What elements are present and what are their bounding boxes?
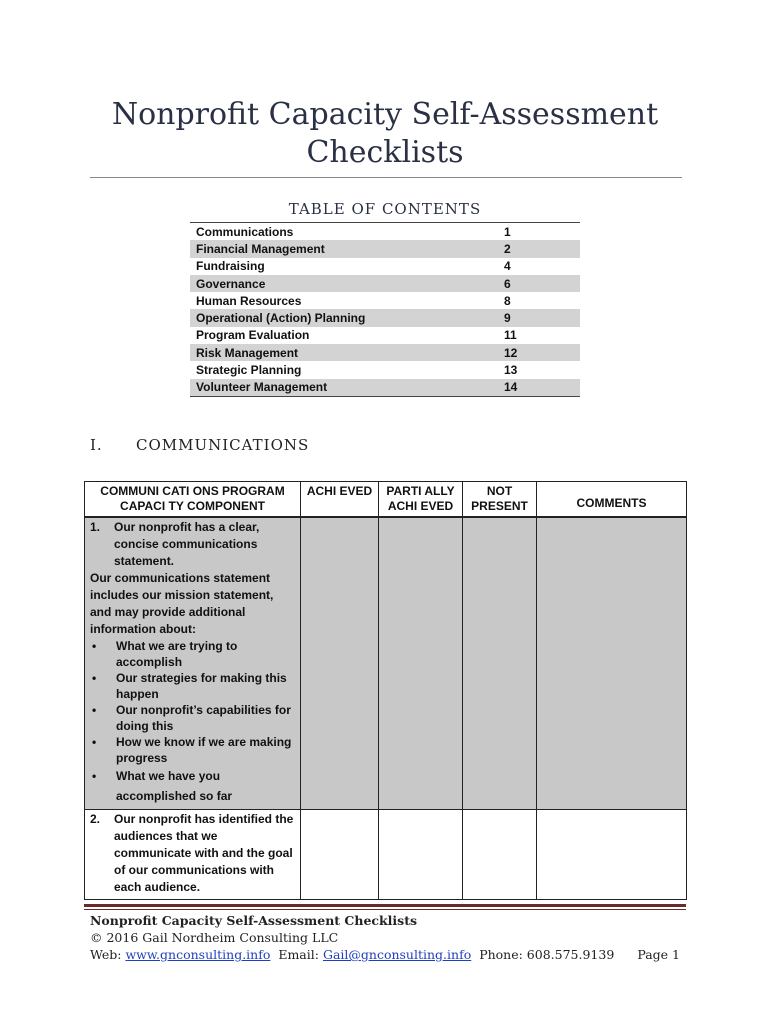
toc-entry-page: 4 [504,259,511,274]
bullet-item: • Our nonprofit’s capabilities for doing this [90,702,296,734]
not-present-cell[interactable] [463,517,537,810]
title-divider [90,177,682,178]
footer-divider-thin [84,909,686,910]
toc-entry-label: Financial Management [196,241,325,256]
component-cell [85,517,301,810]
bullet-text: Our nonprofit’s capabilities for doing this [116,703,291,733]
toc-entry-page: 8 [504,293,511,308]
not-present-cell[interactable] [463,810,537,900]
footer-title: Nonprofit Capacity Self-Assessment Checklists [90,913,418,928]
toc-entry-page: 14 [504,380,518,395]
toc-entry[interactable] [190,379,580,396]
toc-entry-label: Risk Management [196,345,299,360]
toc-entry[interactable] [190,327,580,344]
page-footer [90,912,682,963]
document-title-line1: Nonprofit Capacity Self-Assessment [111,97,659,132]
bullet-text: How we know if we are making progress [116,735,292,765]
toc-entry-page: 6 [504,276,511,291]
bullet-item: • What we have you accomplished so far [90,766,296,806]
comments-cell[interactable] [537,810,687,900]
item-number: 1. [90,520,101,534]
partially-achieved-cell[interactable] [379,517,463,810]
toc-entry-label: Fundraising [196,259,265,274]
component-cell [85,810,301,900]
section-title: COMMUNICATIONS [136,436,310,454]
web-label: Web: [90,947,122,962]
email-link[interactable]: Gail@gnconsulting.info [322,947,472,962]
partially-achieved-header: PARTI ALLY ACHI EVED [379,482,463,518]
website-link[interactable]: www.gnconsulting.info [125,947,271,962]
toc-entry-label: Strategic Planning [196,363,302,378]
achieved-cell[interactable] [301,810,379,900]
toc-entry[interactable] [190,344,580,361]
toc-entry-label: Communications [196,224,294,239]
toc-entry-page: 12 [504,345,518,360]
table-of-contents [190,222,580,397]
item-text: Our nonprofit has identified the audiences that we communicate with and the goal of our communications with each audience. [114,812,294,894]
not-present-header: NOT PRESENT [463,482,537,518]
bullet-text: What we are trying to accomplish [116,639,238,669]
toc-entry[interactable] [190,240,580,257]
email-label: Email: [278,947,319,962]
toc-entry-page: 9 [504,311,511,326]
bullet-text: Our strategies for making this happen [116,671,287,701]
toc-entry-label: Program Evaluation [196,328,310,343]
footer-divider-thick [84,904,686,907]
footer-copyright: © 2016 Gail Nordheim Consulting LLC [90,930,339,945]
section-number: I. [90,436,103,454]
item-description: Our communications statement includes our mission statement, and may provide additional information about: [90,571,274,636]
toc-entry-label: Human Resources [196,293,302,308]
item-number: 2. [90,812,101,826]
bullet-text: What we have you accomplished so far [116,769,233,803]
bullet-item: • What we are trying to accomplish [90,638,296,670]
bullet-item: • How we know if we are making progress [90,734,296,766]
toc-entry-page: 1 [504,224,511,239]
document-title-line2: Checklists [306,135,464,170]
toc-entry-page: 13 [504,363,518,378]
toc-entry[interactable] [190,275,580,292]
document-title [90,96,680,172]
toc-heading: TABLE OF CONTENTS [288,200,482,218]
toc-entry-label: Operational (Action) Planning [196,311,366,326]
checklist-header-row [85,482,687,518]
toc-entry-page: 2 [504,241,511,256]
table-row [85,810,687,900]
toc-entry[interactable] [190,292,580,309]
comments-cell[interactable] [537,517,687,810]
bullet-item: • Our strategies for making this happen [90,670,296,702]
section-heading [90,436,309,454]
toc-entry[interactable] [190,309,580,326]
toc-entry[interactable] [190,361,580,378]
achieved-cell[interactable] [301,517,379,810]
page-number: Page 1 [637,947,680,962]
comments-header: COMMENTS [537,482,687,518]
toc-entry[interactable] [190,223,580,240]
toc-entry-page: 11 [504,328,517,343]
item-text: Our nonprofit has a clear, concise communications statement. [114,520,260,568]
toc-entry-label: Volunteer Management [196,380,328,395]
phone-number: Phone: 608.575.9139 [479,947,615,962]
component-header: COMMUNI CATI ONS PROGRAM CAPACI TY COMPONENT [85,482,301,518]
checklist-table [84,481,687,900]
toc-entry[interactable] [190,258,580,275]
partially-achieved-cell[interactable] [379,810,463,900]
footer-contact [90,946,682,963]
toc-entry-label: Governance [196,276,266,291]
table-row [85,517,687,810]
achieved-header: ACHI EVED [301,482,379,518]
